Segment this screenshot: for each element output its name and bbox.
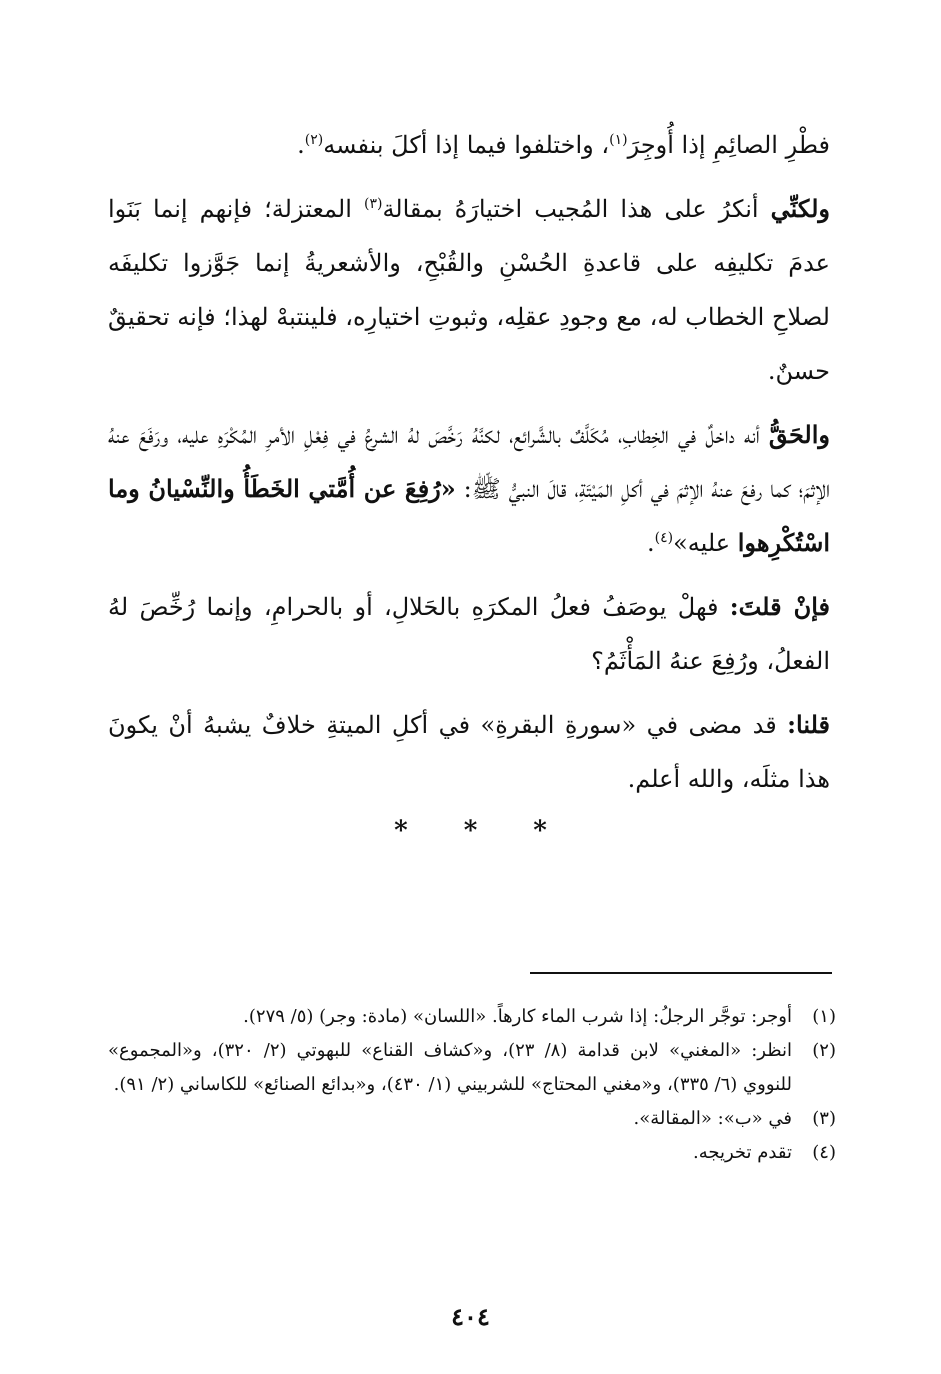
paragraph-3-lead: والحَقُّ [768,420,830,449]
paragraph-4-text-a: فهلْ يوصَفُ فعلُ المكرَهِ بالحَلالِ، أو بالحرامِ، وإنما رُخِّصَ لهُ الفعلُ، ورُفِعَ عنهُ المَأْثَمُ؟ [108,593,830,675]
paragraph-1 [108,118,830,172]
footnote-1 [108,1000,836,1034]
paragraph-3-text-a: أنه داخلٌ في الخِطابِ، مُكَلَّفٌ بالشَّرائع، لكنَّهُ رَخَّصَ لهُ الشرعُ في فِعْلِ الأمرِ المُكْرَهِ عليه، ورَفَعَ عنهُ الإثمَ؛ كما رفعَ عنهُ الإثمَ في أكلِ المَيْتَةِ، قالَ النبيُّ ﷺ: [108,421,830,503]
footnote-4 [108,1136,836,1170]
paragraph-2 [108,182,830,398]
section-divider-stars [0,816,941,846]
footnote-text: تقدم تخريجه. [693,1142,792,1163]
paragraph-4 [108,580,830,688]
paragraph-2-lead: ولكنِّي [770,194,831,223]
paragraph-2-text-b: المعتزلة؛ فإنهم إنما بَنَوا عدمَ تكليفِه على قاعدةِ الحُسْنِ والقُبْحِ، والأشعريةُ إنما جَوَّزوا تكليفَه لصلاحِ الخطاب له، مع وجودِ عقلِه، وثبوتِ اختيارِه، فلينتبهْ لهذا؛ فإنه تحقيقٌ حسنٌ. [108,195,830,385]
paragraph-2-text-a: أنكرُ على هذا المُجيب اختيارَهُ بمقالة [382,195,771,223]
star-3: * [394,816,408,846]
paragraph-4-lead: فإنْ قلتَ: [729,592,830,621]
paragraph-3-text-c: . [646,529,655,557]
footnote-ref-4[interactable]: (٤) [654,530,674,546]
footnote-2 [108,1034,836,1102]
hadith-quote: «رُفِعَ عن أُمَّتي الخَطَأُ والنِّسْيانُ وما اسْتُكْرِهوا [108,474,830,557]
main-text [108,118,830,816]
footnote-text: في «ب»: «المقالة». [633,1108,792,1129]
footnote-3 [108,1102,836,1136]
footnote-number: (٤) [812,1142,836,1163]
footnote-number: (٣) [812,1108,836,1129]
footnote-ref-2[interactable]: (٢) [304,132,324,148]
footnote-number: (٢) [812,1040,836,1061]
paragraph-5-lead: قلنا: [787,710,830,739]
star-1: * [533,816,547,846]
footnotes [108,1000,836,1170]
footnote-text: أوجر: توجَّر الرجلُ: إذا شرب الماء كارهاً. «اللسان» (مادة: وجر) (٥/ ٢٧٩). [243,1006,792,1027]
hadith-quote-end: عليه» [673,529,738,557]
paragraph-5-text-a: قد مضى في «سورةِ البقرةِ» في أكلِ الميتةِ خلافٌ يشبهُ أنْ يكونَ هذا مثلَه، والله أعلم. [108,711,830,793]
footnote-text: انظر: «المغني» لابن قدامة (٨/ ٢٣)، و«كشاف القناع» للبهوتي (٢/ ٣٢٠)، و«المجموع» للنووي (٦/ ٣٣٥)، و«مغني المحتاج» للشربيني (١/ ٤٣٠)، و«بدائع الصنائع» للكاساني (٢/ ٩١). [108,1040,793,1095]
paragraph-1-text-c: . [297,131,305,159]
paragraph-1-text-b: ، واختلفوا فيما إذا أكلَ بنفسه [323,131,610,159]
footnote-number: (١) [812,1006,836,1027]
footnote-ref-1[interactable]: (١) [609,132,628,148]
paragraph-1-text-a: فطْرِ الصائِمِ إذا أُوجِرَ [627,131,830,159]
page-number: ٤٠٤ [451,1302,490,1331]
footnote-ref-3[interactable]: (٣) [363,196,383,212]
paragraph-5 [108,698,830,806]
footnote-separator [530,972,832,974]
paragraph-3 [108,408,830,570]
star-2: * [463,816,478,846]
